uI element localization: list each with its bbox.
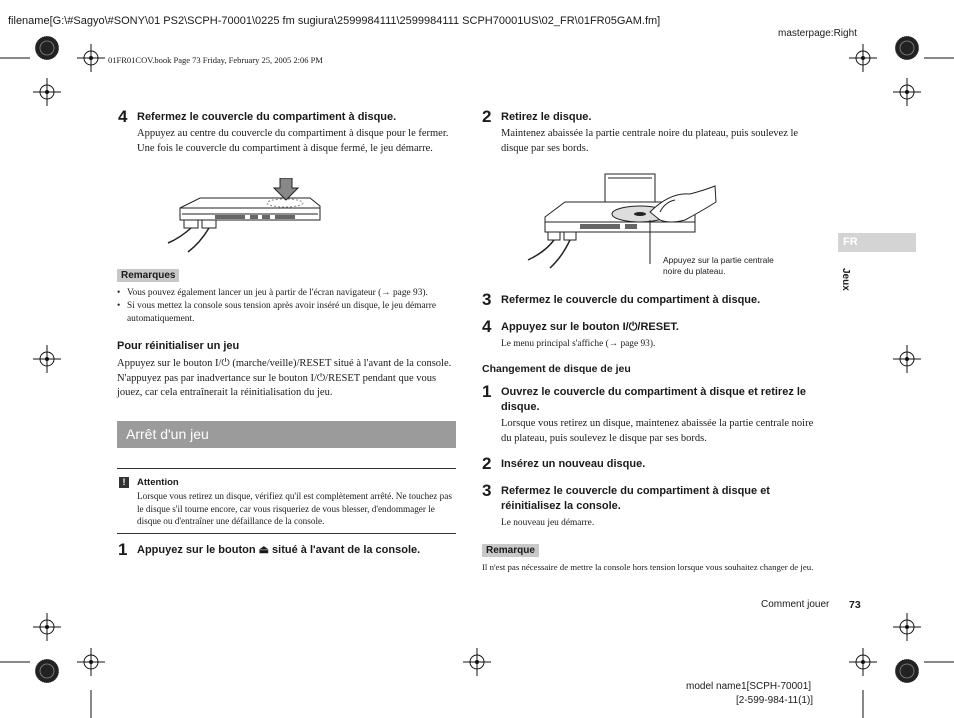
remarque-label: Remarque: [482, 544, 539, 557]
step-text: Maintenez abaissée la partie centrale noire du plateau, puis soulevez le disque par ses bords.: [501, 128, 799, 154]
warning-icon: !: [119, 477, 129, 488]
step-number: 2: [482, 454, 492, 473]
side-section-label: [837, 262, 857, 292]
list-item: • Vous pouvez également lancer un jeu à partir de l'écran navigateur (→ page 93).: [117, 287, 459, 300]
console-close-illustration: [160, 178, 340, 256]
step-title: Refermez le couvercle du compartiment à disque et réinitialisez la console.: [501, 485, 770, 512]
section-header: [117, 421, 456, 448]
language-tab-label: FR: [843, 236, 858, 248]
reset-text: Appuyez sur le bouton I/⏻ (marche/veille)/RESET situé à l'avant de la console. N'appuyez pas par inadvertance sur le bouton I/⏻/RESET pendant que vous jouez, car cela entraînerait la réinitialisation du jeu.: [117, 358, 452, 398]
step-title: Insérez un nouveau disque.: [501, 458, 646, 470]
section-title: Arrêt d'un jeu: [126, 426, 209, 442]
step-number: 4: [118, 107, 128, 126]
step-number: 1: [118, 540, 128, 559]
reset-heading: Pour réinitialiser un jeu: [117, 340, 240, 352]
step-title: Refermez le couvercle du compartiment à disque.: [137, 111, 397, 123]
change-heading: Changement de disque de jeu: [482, 363, 631, 375]
attention-box: [117, 468, 456, 534]
remarques-list: [117, 287, 459, 326]
step-title: Ouvrez le couvercle du compartiment à disque et retirez le disque.: [501, 386, 807, 413]
footer-chapter: Comment jouer: [761, 599, 830, 610]
step-number: 3: [482, 481, 492, 500]
footer-code: [2-599-984-11(1)]: [736, 695, 814, 706]
step-text: Le nouveau jeu démarre.: [501, 518, 595, 528]
attention-label: Attention: [137, 477, 179, 488]
header-bookinfo: 01FR01COV.book Page 73 Friday, February 25, 2005 2:06 PM: [108, 55, 323, 65]
step-number: 3: [482, 290, 492, 309]
step-text: Appuyez au centre du couvercle du compartiment à disque pour le fermer. Une fois le couvercle du compartiment à disque fermé, le jeu démarre.: [137, 128, 449, 154]
header-masterpage: masterpage:Right: [778, 28, 857, 39]
step-title: Appuyez sur le bouton ⏏ situé à l'avant de la console.: [137, 544, 421, 556]
step-title: Appuyez sur le bouton I/⏻/RESET.: [501, 321, 679, 333]
step-number: 4: [482, 317, 492, 336]
step-text: Lorsque vous retirez un disque, maintenez abaissée la partie centrale noire du plateau, puis soulevez le disque par ses bords.: [501, 418, 814, 444]
remarques-label: Remarques: [117, 269, 179, 282]
step-title: Retirez le disque.: [501, 111, 592, 123]
language-tab: [838, 233, 916, 252]
side-section-text: Jeux: [840, 268, 851, 291]
step-number: 1: [482, 382, 492, 401]
step-number: 2: [482, 107, 492, 126]
step-text: Le menu principal s'affiche (→ page 93).: [501, 339, 656, 349]
page-number: 73: [849, 599, 861, 611]
step-title: Refermez le couvercle du compartiment à disque.: [501, 294, 761, 306]
footer-model: model name1[SCPH-70001]: [686, 681, 812, 692]
list-item: • Si vous mettez la console sous tension après avoir inséré un disque, le jeu démarre automatiquement.: [117, 300, 459, 326]
attention-text: Lorsque vous retirez un disque, vérifiez qu'il est complètement arrêté. Ne touchez pas le disque s'il tourne encore, car vous risqueriez de vous blesser, d'endommager le disque ou d'entraîner une défaillance de la console.: [137, 491, 452, 526]
header-filename: filename[G:\#Sagyo\#SONY\01 PS2\SCPH-70001\0225 fm sugiura\2599984111\2599984111 SCPH70001US\02_FR\01FR05GAM.fm]: [8, 15, 661, 27]
remarque-text: Il n'est pas nécessaire de mettre la console hors tension lorsque vous souhaitez changer de jeu.: [482, 562, 814, 572]
illustration-callout: Appuyez sur la partie centrale noire du plateau.: [663, 255, 774, 276]
